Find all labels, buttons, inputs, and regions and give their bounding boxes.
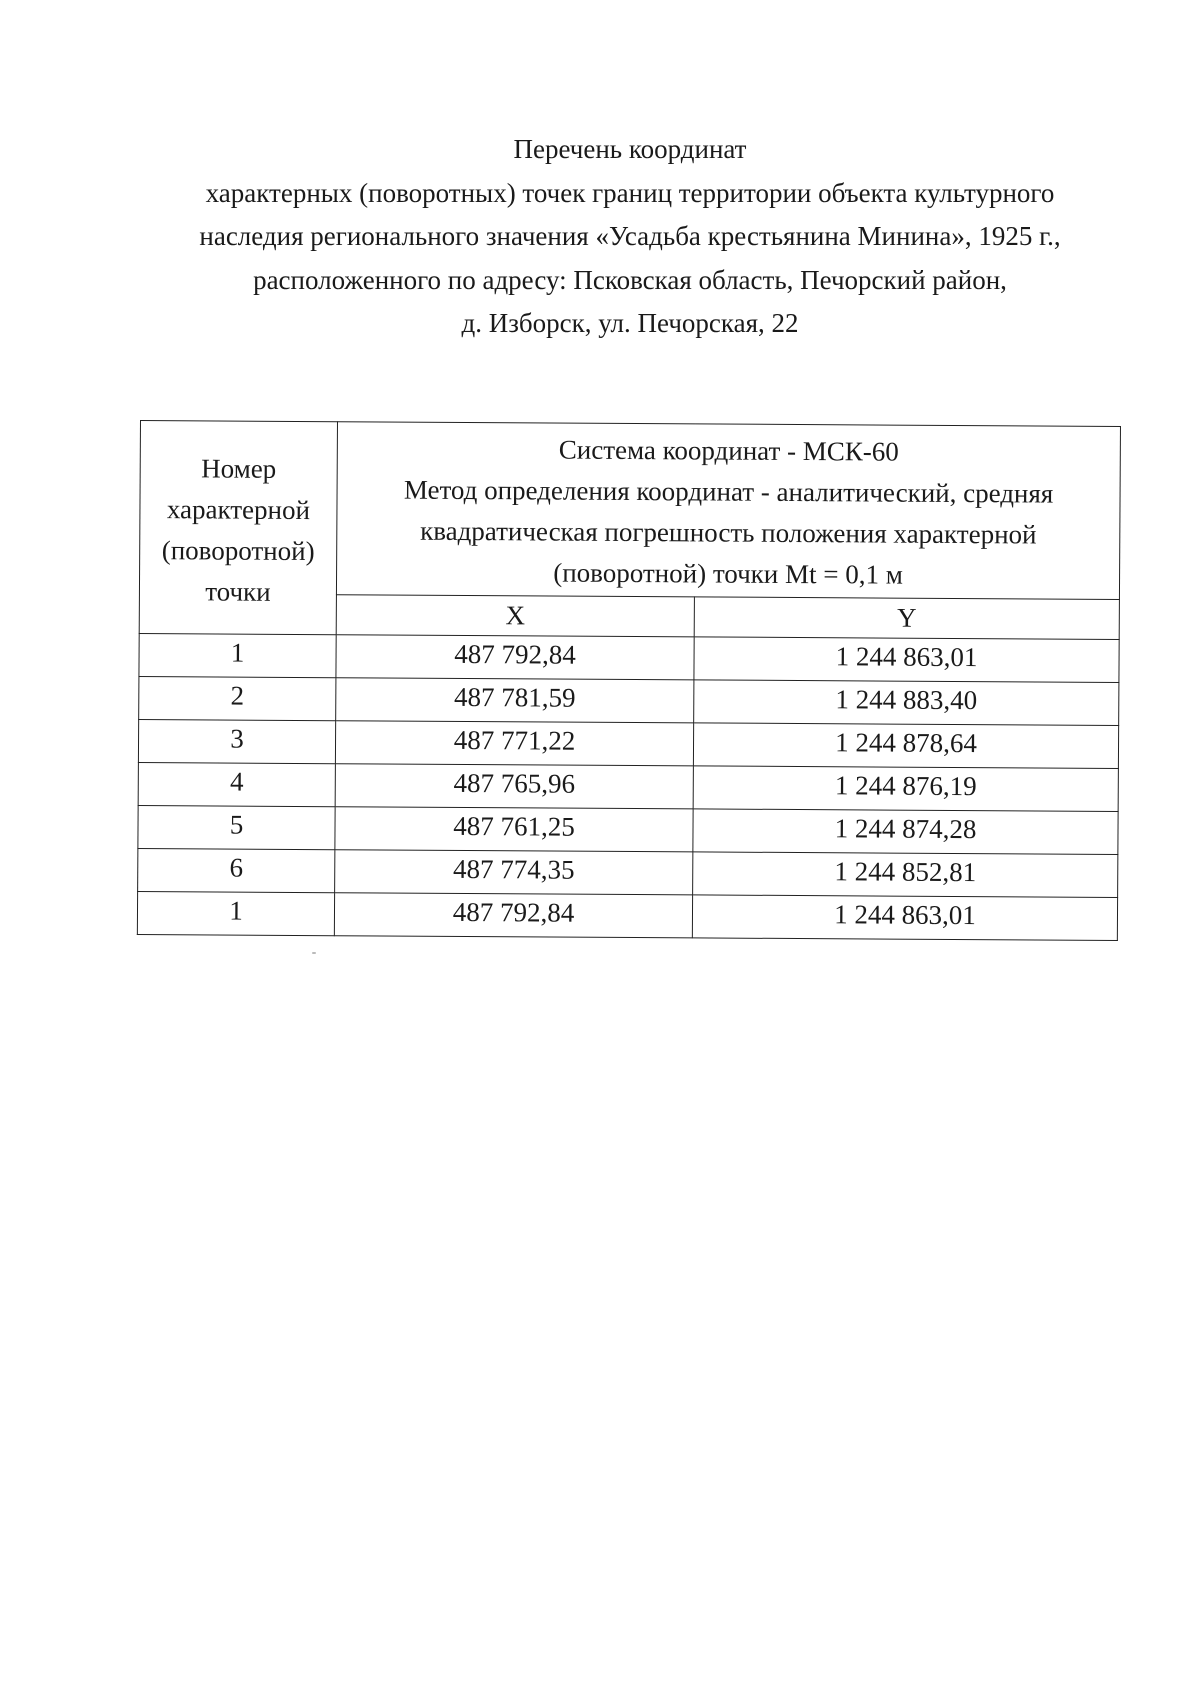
coordinates-table xyxy=(137,420,1121,941)
point-number-cell: 6 xyxy=(138,848,335,892)
point-number-cell: 2 xyxy=(139,676,336,720)
point-number-header xyxy=(139,421,337,635)
table-row xyxy=(138,719,1118,768)
document-heading xyxy=(150,128,1110,346)
coordinate-system-line-1: Система координат - МСК-60 xyxy=(558,434,899,467)
x-coordinate-cell: 487 765,96 xyxy=(335,764,693,809)
heading-line-4: расположенного по адресу: Псковская область, Печорский район, xyxy=(253,264,1007,295)
x-coordinate-cell: 487 774,35 xyxy=(335,850,693,895)
point-number-cell: 1 xyxy=(137,891,334,935)
table-row xyxy=(138,762,1118,811)
table-row xyxy=(139,633,1119,682)
point-number-header-line-1: Номер xyxy=(201,453,277,484)
table-row xyxy=(138,805,1118,854)
y-coordinate-cell: 1 244 883,40 xyxy=(694,680,1119,726)
heading-line-2: характерных (поворотных) точек границ территории объекта культурного xyxy=(205,177,1055,208)
x-coordinate-cell: 487 771,22 xyxy=(335,721,693,766)
table-row xyxy=(138,848,1118,897)
point-number-header-line-2: характерной xyxy=(166,494,311,526)
point-number-cell: 5 xyxy=(138,805,335,849)
table-header-row xyxy=(139,421,1120,600)
table-row xyxy=(137,891,1117,940)
y-coordinate-cell: 1 244 863,01 xyxy=(692,895,1117,941)
heading-line-5: д. Изборск, ул. Печорская, 22 xyxy=(461,308,799,338)
heading-line-1: Перечень координат xyxy=(513,134,747,164)
x-coordinate-cell: 487 792,84 xyxy=(336,635,694,680)
y-column-header: Y xyxy=(694,597,1119,640)
scan-speck xyxy=(312,952,316,954)
heading-line-3: наследия регионального значения «Усадьба крестьянина Минина», 1925 г., xyxy=(199,221,1061,251)
y-coordinate-cell: 1 244 878,64 xyxy=(693,723,1118,769)
coordinate-system-header xyxy=(336,422,1120,600)
y-coordinate-cell: 1 244 876,19 xyxy=(693,766,1118,812)
point-number-cell: 1 xyxy=(139,633,336,677)
x-coordinate-cell: 487 792,84 xyxy=(334,893,692,938)
coordinate-system-line-3: квадратическая погрешность положения характерной xyxy=(420,515,1037,550)
coordinate-system-line-4: (поворотной) точки Mt = 0,1 м xyxy=(553,557,903,590)
table-row xyxy=(139,676,1119,725)
point-number-cell: 3 xyxy=(138,719,335,763)
x-coordinate-cell: 487 761,25 xyxy=(335,807,693,852)
y-coordinate-cell: 1 244 863,01 xyxy=(694,637,1119,683)
y-coordinate-cell: 1 244 852,81 xyxy=(693,852,1118,898)
coordinate-system-line-2: Метод определения координат - аналитический, средняя xyxy=(403,474,1054,509)
point-number-header-line-4: точки xyxy=(205,576,271,607)
point-number-cell: 4 xyxy=(138,762,335,806)
y-coordinate-cell: 1 244 874,28 xyxy=(693,809,1118,855)
x-coordinate-cell: 487 781,59 xyxy=(336,678,694,723)
x-column-header: X xyxy=(336,595,694,637)
point-number-header-line-3: (поворотной) xyxy=(161,535,315,567)
